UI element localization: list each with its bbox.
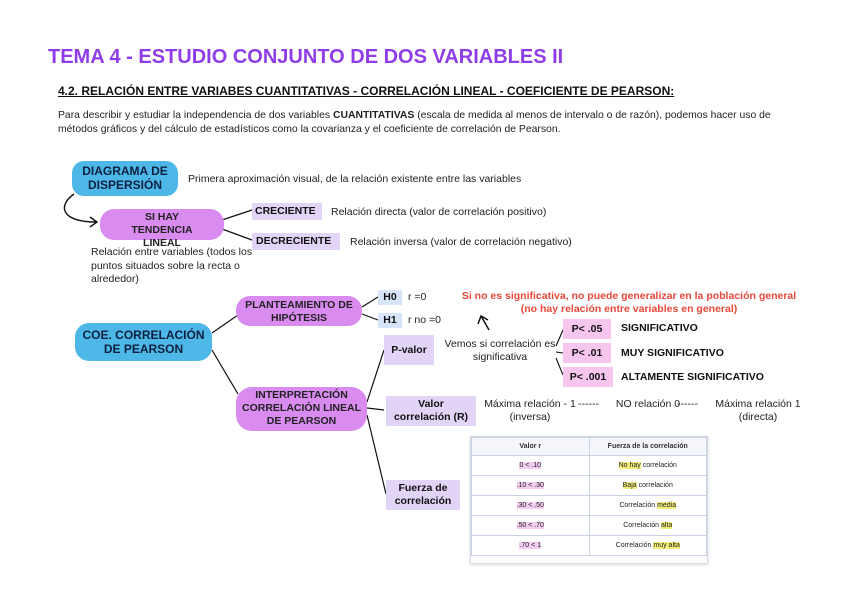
p05-description: SIGNIFICATIVO xyxy=(621,322,698,334)
dispersion-diagram-node: DIAGRAMA DE DISPERSIÓN xyxy=(72,161,178,196)
max-inverse: Máxima relación - 1 (inversa) xyxy=(484,398,576,423)
table-row xyxy=(472,536,707,556)
interpretation-node: INTERPRETACIÓN CORRELACIÓN LINEAL DE PEARSON xyxy=(236,387,367,431)
r-range: .70 < 1 xyxy=(519,542,542,549)
increasing-description: Relación directa (valor de correlación positivo) xyxy=(331,206,547,218)
r-range: 0 < .10 xyxy=(519,462,542,469)
h0-value: r =0 xyxy=(408,291,427,303)
strength-post: correlación xyxy=(636,482,673,489)
no-relation: NO relación 0 xyxy=(615,398,681,410)
correlation-strength-label: Fuerza de correlación xyxy=(386,480,460,510)
h1-value: r no =0 xyxy=(408,314,441,326)
decreasing-description: Relación inversa (valor de correlación negativo) xyxy=(350,236,572,248)
significance-warning: Si no es significativa, no puede generalizar en la población general (no hay relación entre variables en general) xyxy=(461,290,797,315)
table-row xyxy=(472,476,707,496)
intro-paragraph xyxy=(58,109,798,137)
p05-label: P< .05 xyxy=(563,319,611,339)
table-row xyxy=(472,456,707,476)
intro-bold: CUANTITATIVAS xyxy=(332,110,415,121)
strength-highlight: alta xyxy=(660,522,673,529)
hypothesis-node: PLANTEAMIENTO DE HIPÓTESIS xyxy=(236,296,362,326)
strength-pre: Correlación xyxy=(623,522,661,529)
strength-post: correlación xyxy=(640,462,677,469)
intro-text-1: Para describir y estudiar la independencia de dos variables xyxy=(58,110,333,121)
correlation-value-label: Valor correlación (R) xyxy=(386,396,476,426)
p-value-note: Vemos si correlación es significativa xyxy=(444,338,556,363)
strength-highlight: Baja xyxy=(622,482,637,489)
h0-label: H0 xyxy=(378,290,402,305)
p-value-label: P-valor xyxy=(384,335,434,365)
separator-2: ------ xyxy=(677,398,698,410)
linear-trend-node: SI HAY TENDENCIA LINEAL xyxy=(100,209,224,240)
table-header: Valor r xyxy=(472,438,590,456)
strength-pre: Correlación xyxy=(615,542,654,549)
dispersion-description: Primera aproximación visual, de la relación existente entre las variables xyxy=(188,173,522,185)
r-range: .10 < .30 xyxy=(516,482,544,489)
pearson-coefficient-node: COE. CORRELACIÓN DE PEARSON xyxy=(75,323,212,361)
increasing-label: CRECIENTE xyxy=(252,203,322,220)
table-row xyxy=(472,496,707,516)
table-row xyxy=(472,516,707,536)
section-subtitle: 4.2. RELACIÓN ENTRE VARIABES CUANTITATIVAS - CORRELACIÓN LINEAL - COEFICIENTE DE PEARSON: xyxy=(58,84,675,98)
correlation-strength-table xyxy=(470,436,708,564)
max-direct: Máxima relación 1 (directa) xyxy=(715,398,801,423)
page-title: TEMA 4 - ESTUDIO CONJUNTO DE DOS VARIABLES II xyxy=(48,46,564,68)
p01-label: P< .01 xyxy=(563,343,611,363)
table-header-row xyxy=(472,438,707,456)
strength-highlight: muy alta xyxy=(653,542,680,549)
h1-label: H1 xyxy=(378,313,402,328)
r-range: .30 < .50 xyxy=(516,502,544,509)
r-range: .50 < .70 xyxy=(516,522,544,529)
strength-highlight: No hay xyxy=(618,462,641,469)
decreasing-label: DECRECIENTE xyxy=(252,233,340,250)
intro-text-2: (escala de medida al menos de intervalo o de razón), podemos hacer uso de métodos gráficos y del cálculo de estadísticos como la covarianza y el coeficiente de correlación de Pearson. xyxy=(58,110,771,135)
linear-trend-note: Relación entre variables (todos los puntos situados sobre la recta o alrededor) xyxy=(91,246,253,285)
table-header: Fuerza de la correlación xyxy=(589,438,707,456)
p01-description: MUY SIGNIFICATIVO xyxy=(621,347,724,359)
strength-highlight: media xyxy=(657,502,677,509)
p001-label: P< .001 xyxy=(563,367,613,387)
p001-description: ALTAMENTE SIGNIFICATIVO xyxy=(621,371,764,383)
strength-pre: Correlación xyxy=(619,502,658,509)
separator-1: ------ xyxy=(578,398,599,410)
